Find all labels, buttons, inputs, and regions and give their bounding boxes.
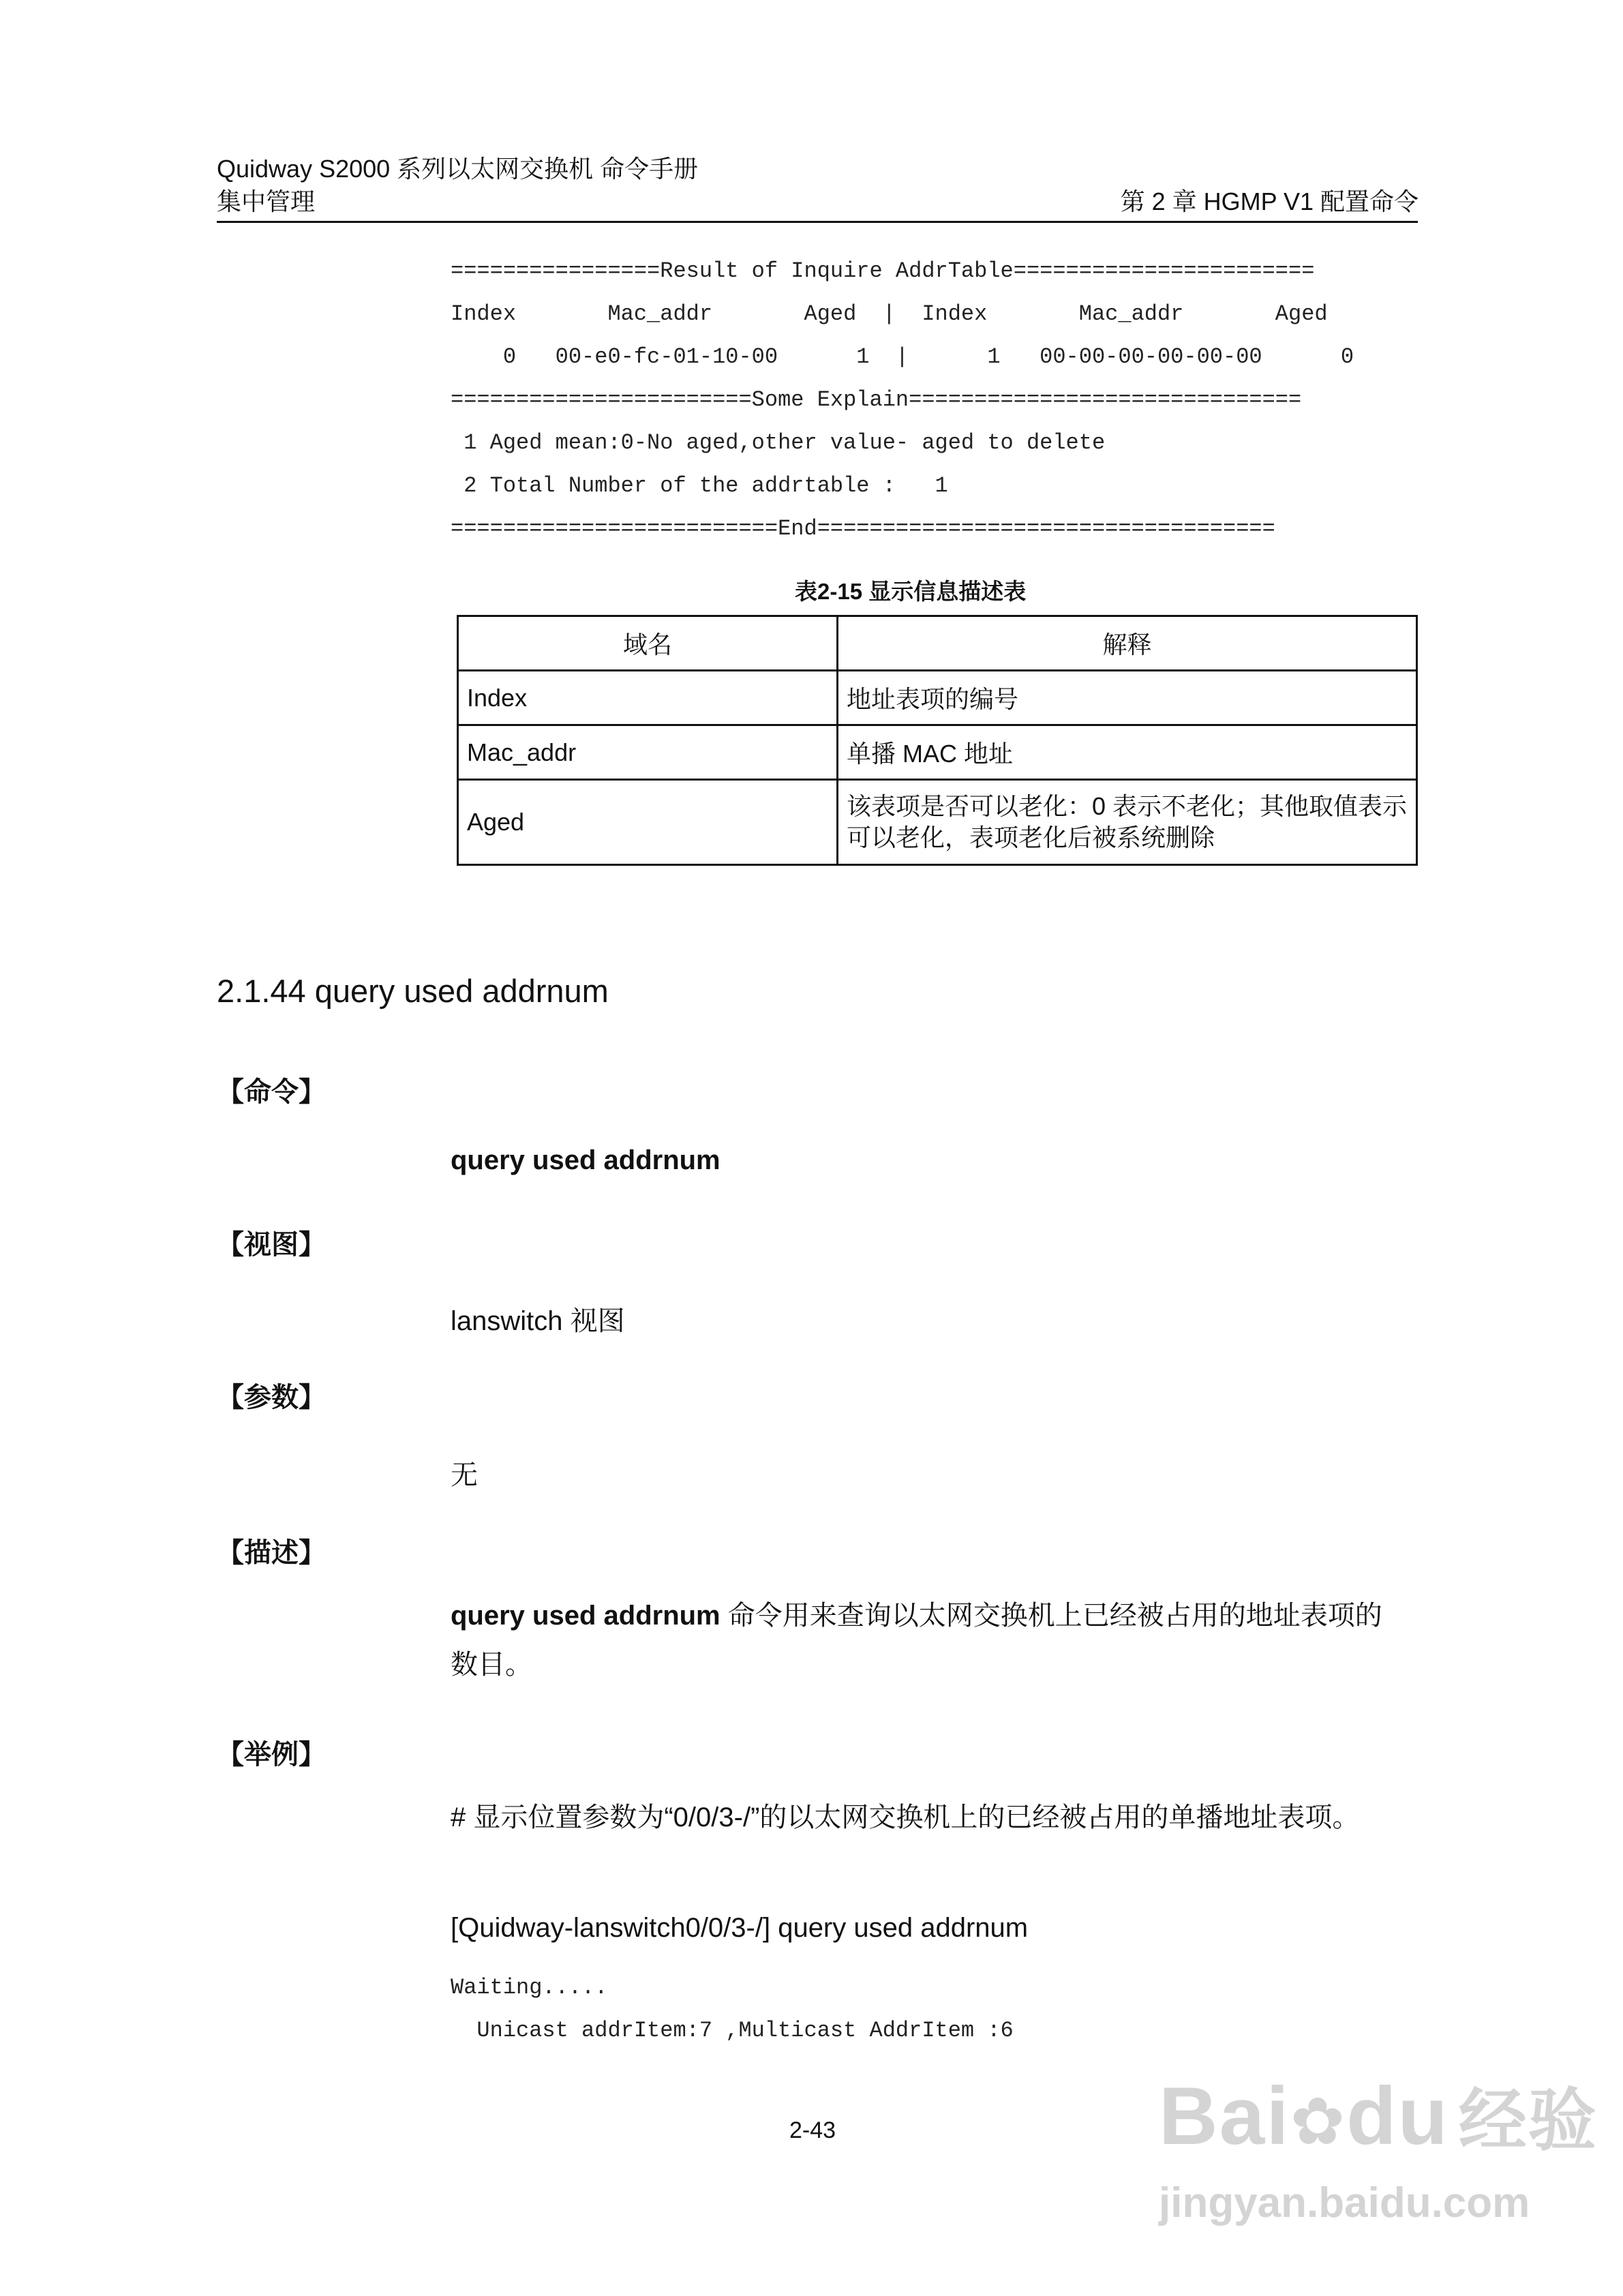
example-label: 【举例】 (217, 1740, 326, 1770)
output-line: Waiting..... (451, 1975, 608, 2000)
view-text: lanswitch 视图 (451, 1306, 625, 1336)
output-line: Unicast addrItem:7 ,Multicast AddrItem :6 (451, 2018, 1014, 2043)
params-text: 无 (451, 1460, 478, 1490)
output-line: =======================Some Explain============================== (451, 387, 1302, 412)
output-line: ================Result of Inquire AddrTable======================= (451, 258, 1315, 284)
command-text: query used addrnum (451, 1145, 721, 1175)
cell-desc: 该表项是否可以老化：0 表示不老化；其他取值表示可以老化，表项老化后被系统删除 (838, 780, 1417, 865)
result-output-block (451, 250, 1354, 550)
column-header-desc: 解释 (838, 616, 1417, 671)
header-rule (217, 221, 1418, 223)
description-text: 命令用来查询以太网交换机上已经被占用的地址表项的数目。 (451, 1601, 1382, 1680)
cell-field: Index (458, 671, 838, 725)
header-title: Quidway S2000 系列以太网交换机 命令手册 (217, 155, 699, 183)
cell-desc: 单播 MAC 地址 (838, 725, 1417, 780)
example-paragraph: # 显示位置参数为“0/0/3-/”的以太网交换机上的已经被占用的单播地址表项。 (451, 1802, 1360, 1832)
view-label: 【视图】 (217, 1230, 326, 1260)
output-line: 0 00-e0-fc-01-10-00 1 | 1 00-00-00-00-00-00 0 (451, 344, 1354, 369)
output-line: 2 Total Number of the addrtable : 1 (451, 473, 948, 498)
header-chapter: 第 2 章 HGMP V1 配置命令 (1120, 187, 1419, 215)
description-paragraph (451, 1591, 1405, 1689)
table-header-row (458, 616, 1417, 671)
example-command: [Quidway-lanswitch0/0/3-/] query used addrnum (451, 1913, 1029, 1943)
description-command: query used addrnum (451, 1601, 721, 1631)
watermark-product: 经验 (1458, 2083, 1598, 2159)
description-label: 【描述】 (217, 1538, 326, 1568)
watermark-brand: Bai (1159, 2070, 1290, 2162)
output-line: Index Mac_addr Aged | Index Mac_addr Aged (451, 301, 1328, 327)
page-number: 2-43 (789, 2117, 836, 2143)
table-row (458, 671, 1417, 725)
output-line: =========================End=================================== (451, 516, 1275, 541)
section-heading: 2.1.44 query used addrnum (217, 973, 609, 1009)
table-caption: 表2-15 显示信息描述表 (795, 579, 1027, 604)
command-label: 【命令】 (217, 1077, 326, 1107)
cell-field: Aged (458, 780, 838, 865)
watermark-brand2: du (1346, 2070, 1449, 2162)
header-subtitle: 集中管理 (217, 187, 316, 215)
column-header-field: 域名 (458, 616, 838, 671)
cell-desc: 地址表项的编号 (838, 671, 1417, 725)
table-row (458, 780, 1417, 865)
table-row (458, 725, 1417, 780)
output-line: 1 Aged mean:0-No aged,other value- aged to delete (451, 430, 1106, 455)
description-table (457, 615, 1418, 866)
example-output-block (451, 1966, 1014, 2052)
watermark-logo (1159, 2066, 1598, 2164)
paw-icon: ✿ (1290, 2085, 1347, 2158)
params-label: 【参数】 (217, 1383, 326, 1413)
cell-field: Mac_addr (458, 725, 838, 780)
watermark-url: jingyan.baidu.com (1159, 2179, 1530, 2226)
